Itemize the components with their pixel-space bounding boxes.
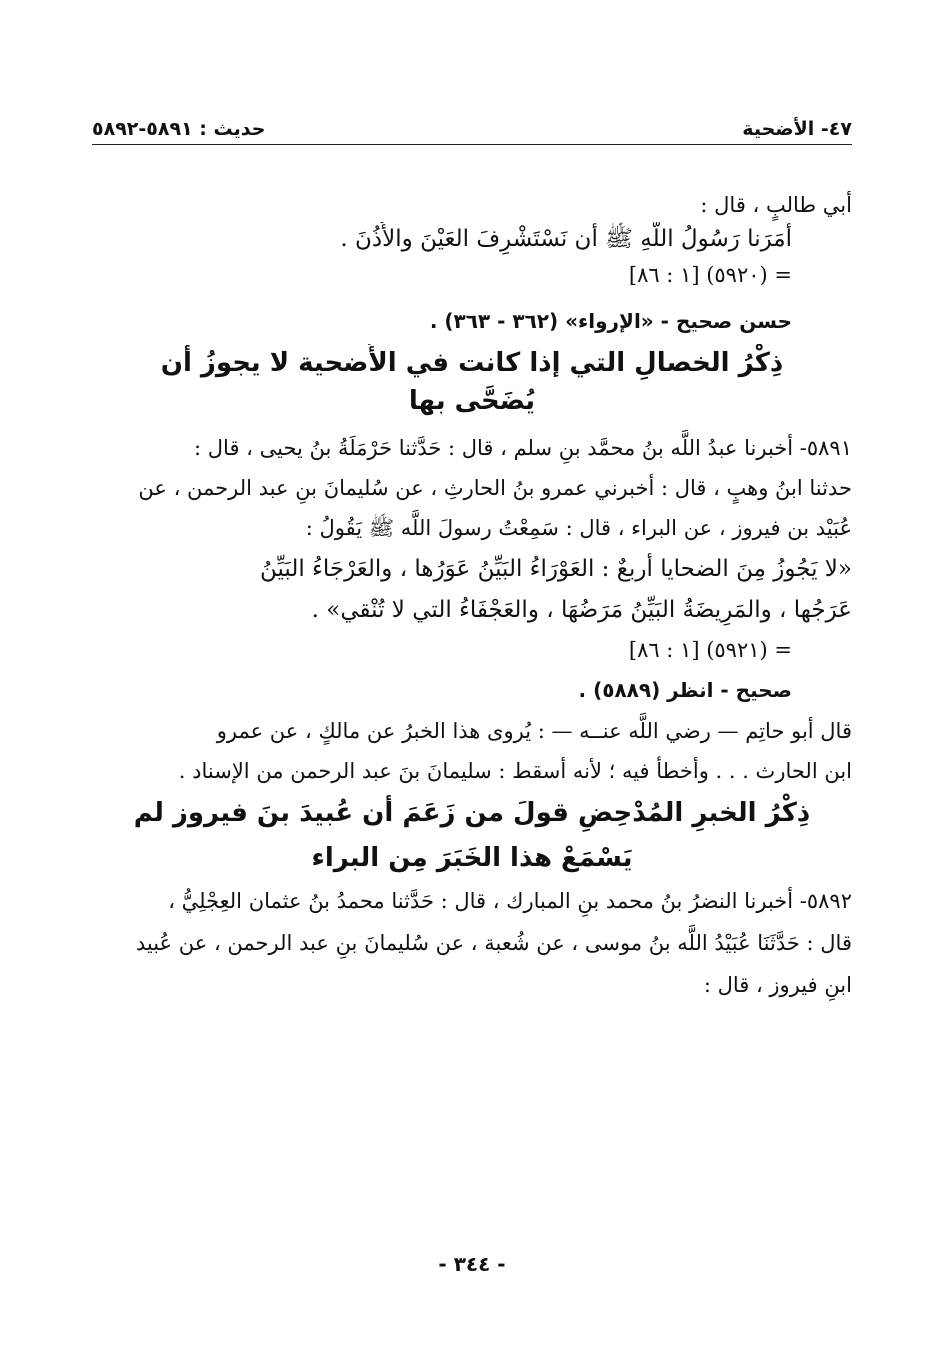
hadith-5892-line-3: ابنِ فيروز ، قال :: [703, 973, 852, 997]
chapter-title: ٤٧- الأضحية: [742, 118, 852, 140]
section-heading-1-line-2: يُضَحَّى بها: [408, 386, 536, 416]
intro-line: أبي طالبٍ ، قال :: [700, 193, 852, 217]
hadith-5891-line-1: ٥٨٩١- أخبرنا عبدُ اللَّه بنُ محمَّد بنِ سلم ، قال : حَدَّثنا حَرْمَلَةُ بنُ يحيى ، قال :: [194, 436, 852, 460]
hadith-grade-1: حسن صحيح - «الإرواء» (٣٦٢ - ٣٦٣) .: [429, 309, 792, 333]
hadith-5892-line-2: قال : حَدَّثَنَا عُبَيْدُ اللَّه بنُ موسى ، عن شُعبة ، عن سُليمانَ بنِ عبد الرحمن ، عن عُبيد: [135, 931, 852, 955]
commentary-line-1: قال أبو حاتِم — رضي اللَّه عنــه — : يُروى هذا الخبرُ عن مالكٍ ، عن عمرو: [216, 719, 852, 743]
section-heading-2-line-2: يَسْمَعْ هذا الخَبَرَ مِن البراء: [311, 843, 633, 873]
page-body: [92, 190, 852, 1006]
hadith-quote-1: أَمَرَنا رَسُولُ اللَّهِ ﷺ أن نَسْتَشْرِفَ العَيْنَ والأُذُنَ .: [340, 226, 792, 252]
hadith-quote-2-line-2: عَرَجُها ، والمَرِيضَةُ البَيِّنُ مَرَضُهَا ، والعَجْفَاءُ التي لا تُنْقي» .: [311, 597, 852, 623]
page-header: [92, 104, 852, 145]
hadith-5891-line-2: حدثنا ابنُ وهبٍ ، قال : أخبرني عمرو بنُ الحارثِ ، عن سُليمانَ بنِ عبد الرحمن ، عن: [138, 476, 852, 500]
hadith-5892-line-1: ٥٨٩٢- أخبرنا النضرُ بنُ محمد بنِ المبارك ، قال : حَدَّثنا محمدُ بنُ عثمان العِجْلِيُّ ،: [168, 889, 852, 913]
section-heading-2-line-1: ذِكْرُ الخبرِ المُدْحِضِ قولَ من زَعَمَ أن عُبيدَ بنَ فيروز لم: [133, 798, 811, 828]
hadith-range: حديث : ٥٨٩١-٥٨٩٢: [92, 118, 266, 140]
hadith-reference-1: = (٥٩٢٠) [١ : ٨٦]: [628, 263, 792, 287]
hadith-quote-2-line-1: «لا يَجُوزُ مِنَ الضحايا أربعٌ : العَوْرَاءُ البَيِّنُ عَوَرُها ، والعَرْجَاءُ البَيِّنُ: [259, 556, 852, 582]
commentary-line-2: ابن الحارث . . . وأخطأ فيه ؛ لأنه أسقط : سليمانَ بنَ عبد الرحمن من الإسناد .: [178, 759, 852, 783]
page-number: - ٣٤٤ -: [438, 1252, 506, 1276]
section-heading-1-line-1: ذِكْرُ الخصالِ التي إذا كانت في الأُضحية لا يجوزُ أن: [160, 348, 784, 378]
hadith-grade-2: صحيح - انظر (٥٨٨٩) .: [578, 678, 792, 702]
hadith-5891-line-3: عُبَيْد بن فيروز ، عن البراء ، قال : سَمِعْتُ رسولَ اللَّه ﷺ يَقُولُ :: [305, 516, 852, 540]
hadith-reference-2: = (٥٩٢١) [١ : ٨٦]: [628, 638, 792, 662]
